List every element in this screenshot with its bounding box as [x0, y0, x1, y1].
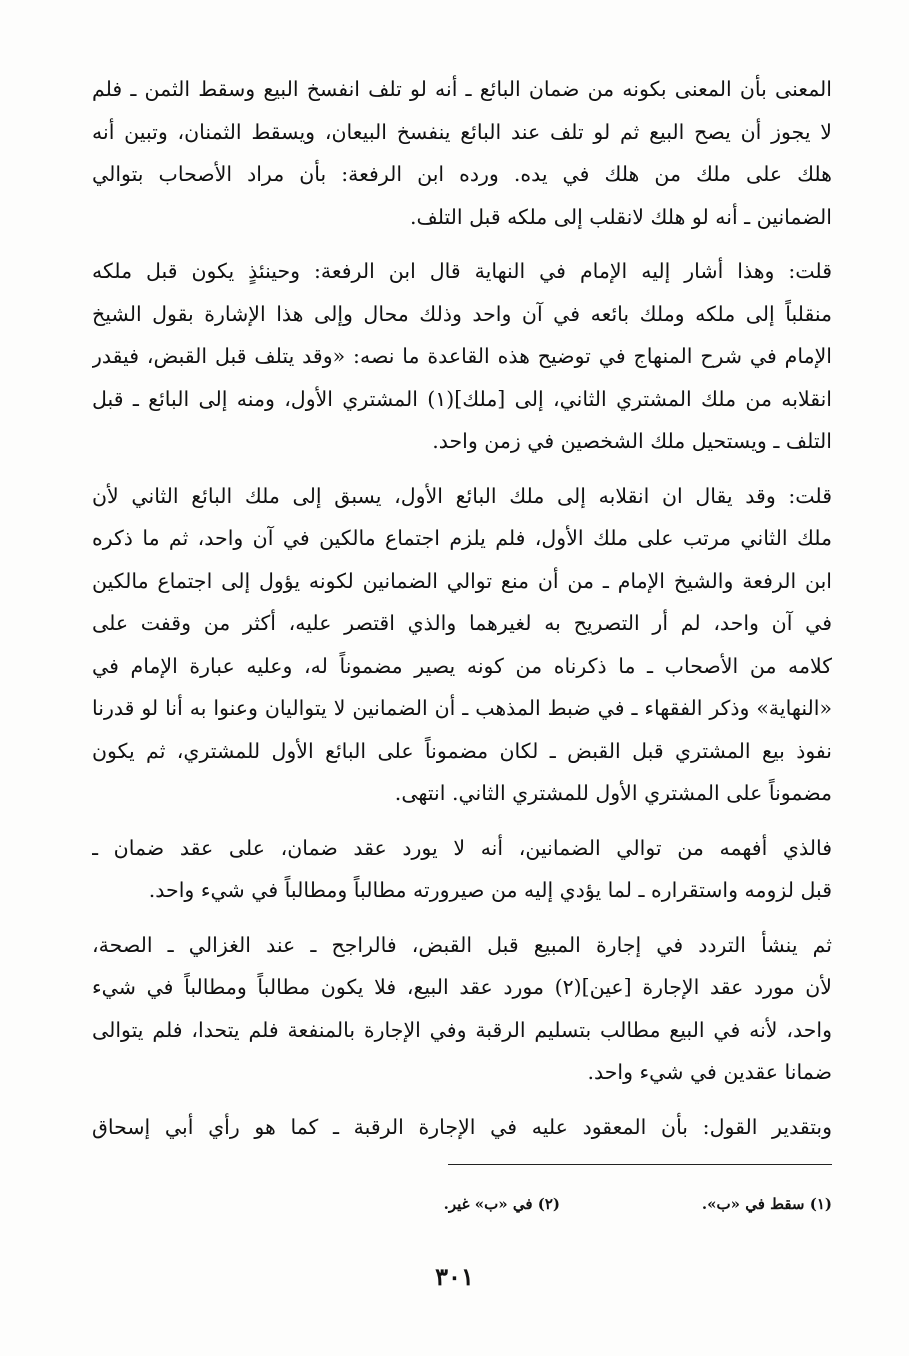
text-line: لا يجوز أن يصح البيع ثم لو تلف عند البائع ينفسخ البيعان، ويسقط الثمنان، وتبين أنه — [92, 119, 832, 144]
text-line: ثم ينشأ التردد في إجارة المبيع قبل القبض، فالراجح ـ عند الغزالي ـ الصحة، — [92, 932, 832, 957]
text-line: فالذي أفهمه من توالي الضمانين، أنه لا يورد عقد ضمان، على عقد ضمان ـ — [92, 835, 832, 860]
paragraph — [92, 1106, 832, 1149]
text-line: ملك الثاني مرتب على ملك الأول، فلم يلزم اجتماع مالكين في آن واحد، ثم ما ذكره — [92, 526, 832, 550]
page-number: ٣٠١ — [435, 1262, 474, 1291]
paragraph-gap — [92, 912, 832, 924]
paragraph — [92, 827, 832, 912]
text-line: مضموناً على المشتري الأول للمشتري الثاني. انتهى. — [394, 781, 832, 805]
text-line: منقلباً إلى ملكه وملك بائعه في آن واحد وذلك محال وإلى هذا الإشارة بقول الشيخ — [92, 301, 832, 326]
paragraph-gap — [92, 238, 832, 250]
text-line: نفوذ بيع المشتري قبل القبض ـ لكان مضموناً على البائع الأول للمشتري، ثم يكون — [92, 738, 832, 763]
text-line: ضمانا عقدين في شيء واحد. — [587, 1060, 832, 1084]
text-line: الضمانين ـ أنه لو هلك لانقلب إلى ملكه قبل التلف. — [409, 204, 832, 229]
text-line: قبل لزومه واستقراره ـ لما يؤدي إليه من صيرورته مطالباً ومطالباً في شيء واحد. — [148, 878, 832, 902]
text-line: المعنى بأن المعنى بكونه من ضمان البائع ـ أنه لو تلف انفسخ البيع وسقط الثمن ـ فلم — [92, 77, 832, 101]
text-line: التلف ـ ويستحيل ملك الشخصين في زمن واحد. — [432, 429, 832, 453]
footnote-1: (١) سقط في «ب». — [701, 1195, 832, 1213]
paragraph — [92, 68, 832, 238]
text-line: في آن واحد، لم أر التصريح به لغيرهما والذي اقتصر عليه، أكثر من وقفت على — [92, 611, 832, 635]
text-line: انقلابه من ملك المشتري الثاني، إلى [ملك](١) المشتري الأول، ومنه إلى البائع ـ قبل — [92, 386, 832, 411]
footnote-2: (٢) في «ب» غير. — [443, 1195, 560, 1213]
main-text — [92, 68, 832, 1148]
text-line: «النهاية» وذكر الفقهاء ـ في ضبط المذهب ـ أن الضمانين لا يتواليان وعنوا به أنا لو قدرنا — [92, 696, 832, 720]
text-line: كلامه من الأصحاب ـ ما ذكرناه من كونه يصير مضموناً له، وعليه عبارة الإمام في — [92, 653, 832, 678]
paragraph-gap — [92, 815, 832, 827]
text-line: لأن مورد عقد الإجارة [عين](٢) مورد عقد البيع، فلا يكون مطالباً ومطالباً في شيء — [92, 975, 832, 999]
text-line: ابن الرفعة والشيخ الإمام ـ من أن منع توالي الضمانين لكونه يؤول إلى اجتماع مالكين — [92, 568, 832, 593]
text-line: الإمام في شرح المنهاج في توضيح هذه القاعدة ما نصه: «وقد يتلف قبل القبض، فيقدر — [92, 344, 832, 368]
text-line: وبتقدير القول: بأن المعقود عليه في الإجارة الرقبة ـ كما هو رأي أبي إسحاق — [92, 1114, 832, 1139]
text-line: قلت: وهذا أشار إليه الإمام في النهاية قال ابن الرفعة: وحينئذٍ يكون قبل ملكه — [92, 259, 832, 283]
paragraph-gap — [92, 1094, 832, 1106]
text-line: قلت: وقد يقال ان انقلابه إلى ملك البائع الأول، يسبق إلى ملك البائع الثاني لأن — [92, 483, 832, 508]
paragraph — [92, 475, 832, 815]
paragraph — [92, 924, 832, 1094]
paragraph — [92, 250, 832, 463]
text-line: واحد، لأنه في البيع مطالب بتسليم الرقبة وفي الإجارة بالمنفعة فلم يتحدا، فلم يتوالى — [92, 1017, 832, 1042]
footnote-divider — [448, 1164, 832, 1165]
paragraph-gap — [92, 463, 832, 475]
text-line: هلك على ملك من هلك في يده. ورده ابن الرفعة: بأن مراد الأصحاب بتوالي — [92, 162, 832, 186]
